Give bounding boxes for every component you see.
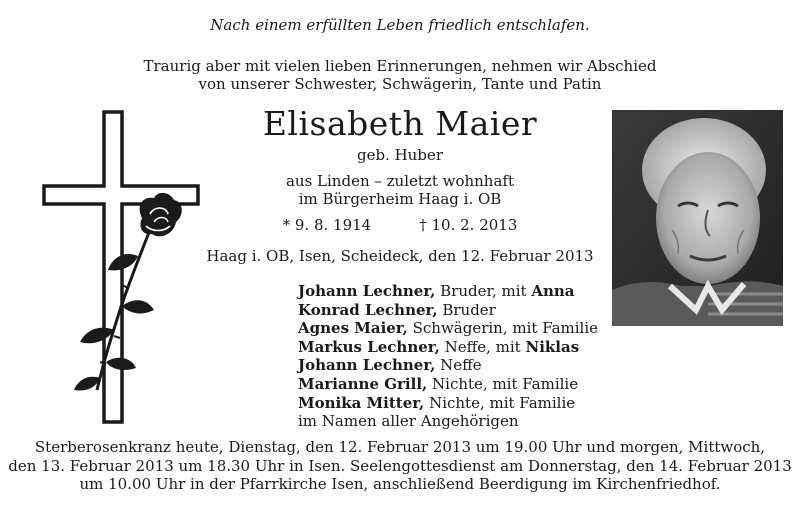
maiden-name: geb. Huber (356, 146, 443, 164)
mourner-row (298, 282, 598, 301)
mourner-name: Agnes Maier, (298, 319, 408, 338)
mourner-name: Markus Lechner, (298, 337, 440, 356)
origin-text (250, 172, 550, 208)
intro-line-1: Traurig aber mit vielen lieben Erinnerungen, nehmen wir Abschied (143, 57, 657, 75)
mourner-name: Konrad Lechner, (298, 300, 438, 319)
intro-line-2: von unserer Schwester, Schwägerin, Tante und Patin (198, 75, 602, 93)
cross-with-rose-icon (42, 110, 202, 425)
death-date: † 10. 2. 2013 (419, 216, 518, 234)
mourner-row (298, 319, 598, 338)
mourner-name: Monika Mitter, (298, 393, 425, 412)
mourner-relation: Nichte, mit Familie (424, 393, 576, 412)
mourner-extra: Anna (531, 282, 575, 300)
life-dates (250, 216, 550, 234)
mourner-relation: Bruder (437, 300, 496, 319)
place-and-date: Haag i. OB, Isen, Scheideck, den 12. Februar 2013 (206, 247, 594, 265)
mourner-relation: Neffe, mit (439, 337, 526, 356)
mourner-row (298, 375, 598, 394)
intro-text (0, 57, 800, 93)
service-notice (0, 438, 800, 494)
birth-date: * 9. 8. 1914 (282, 216, 372, 234)
mourner-name: Johann Lechner, (298, 356, 436, 375)
mourner-row (298, 394, 598, 413)
mourners-closing: im Namen aller Angehörigen (298, 412, 519, 431)
mourner-row (298, 338, 598, 357)
mourner-extra: Niklas (525, 337, 580, 356)
mourners-list (298, 282, 598, 431)
portrait-photo (612, 110, 783, 326)
origin-line-2: im Bürgerheim Haag i. OB (298, 190, 502, 208)
mourner-row (298, 356, 598, 375)
service-line-3: um 10.00 Uhr in der Pfarrkirche Isen, anschließend Beerdigung im Kirchenfriedhof. (79, 475, 721, 493)
origin-line-1: aus Linden – zuletzt wohnhaft (285, 172, 514, 190)
mourner-relation: Schwägerin, mit Familie (407, 319, 599, 338)
mourner-relation: Bruder, mit (435, 282, 532, 300)
motto-line: Nach einem erfüllten Leben friedlich entschlafen. (210, 16, 590, 34)
service-line-1: Sterberosenkranz heute, Dienstag, den 12. Februar 2013 um 19.00 Uhr und morgen, Mittwoch, (34, 438, 766, 456)
service-line-2: den 13. Februar 2013 um 18.30 Uhr in Isen. Seelengottesdienst am Donnerstag, den 14. Februar 2013 (8, 456, 792, 475)
mourner-name: Johann Lechner, (298, 282, 436, 300)
mourner-name: Marianne Grill, (298, 374, 428, 393)
mourner-relation: Neffe (435, 356, 482, 375)
mourner-row (298, 301, 598, 320)
deceased-name: Elisabeth Maier (262, 104, 538, 143)
mourner-relation: Nichte, mit Familie (427, 374, 579, 393)
